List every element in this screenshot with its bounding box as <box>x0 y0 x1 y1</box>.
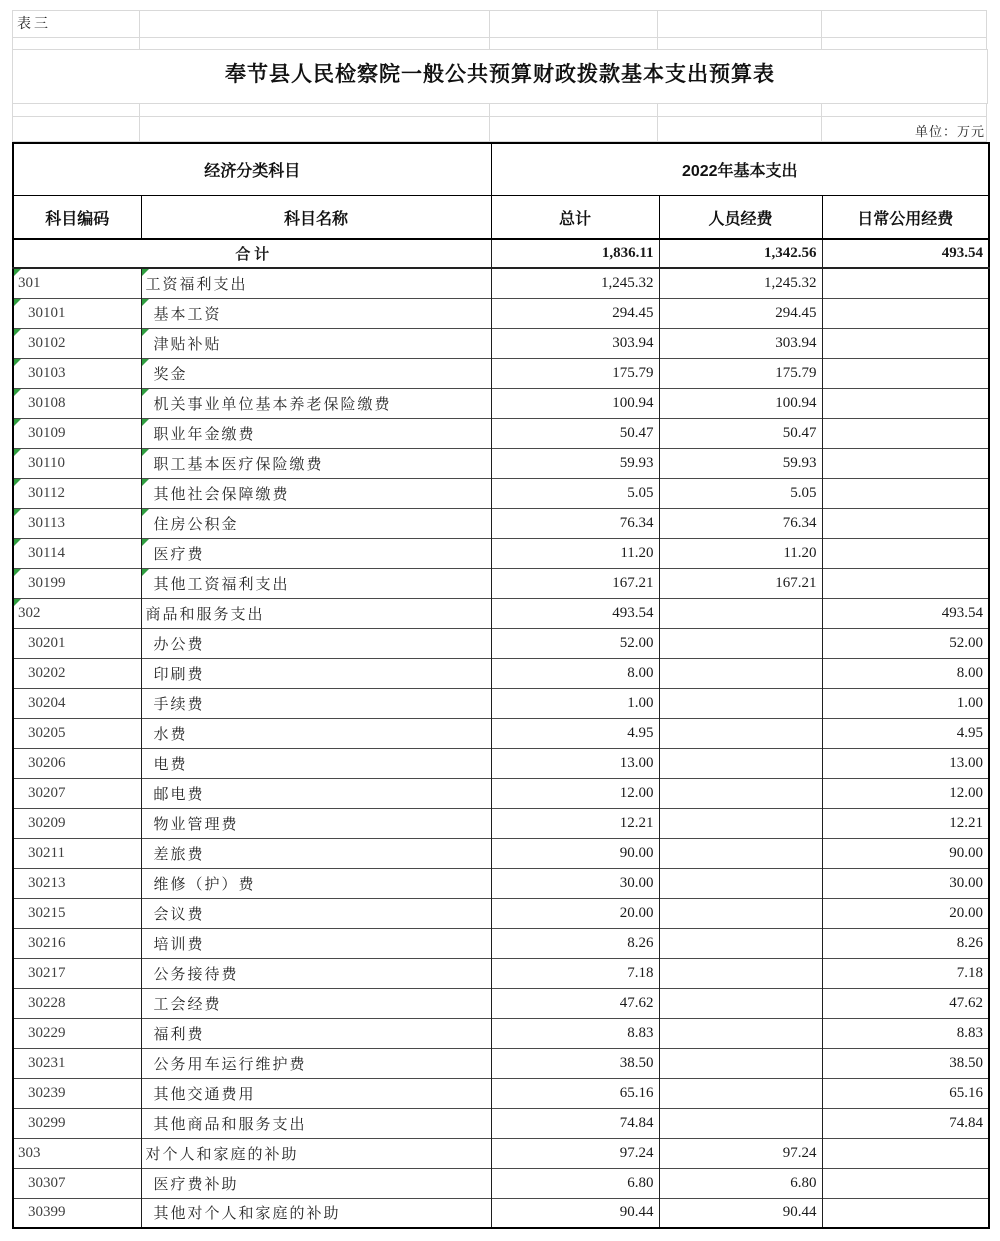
grid-cell <box>139 10 490 38</box>
cell-personnel-funds <box>659 928 822 958</box>
cell-daily-public-funds <box>822 1198 989 1228</box>
cell-total: 8.83 <box>491 1018 659 1048</box>
table-row <box>13 658 989 688</box>
cell-subject-code: 30229 <box>13 1018 141 1048</box>
table-row <box>13 628 989 658</box>
cell-personnel-funds: 100.94 <box>659 388 822 418</box>
cell-subject-code: 30211 <box>13 838 141 868</box>
cell-daily-public-funds: 7.18 <box>822 958 989 988</box>
cell-daily-public-funds <box>822 568 989 598</box>
cell-total: 50.47 <box>491 418 659 448</box>
cell-daily-public-funds: 13.00 <box>822 748 989 778</box>
cell-subject-code: 30209 <box>13 808 141 838</box>
cell-subject-code: 30207 <box>13 778 141 808</box>
table-row <box>13 418 989 448</box>
table-row <box>13 358 989 388</box>
grid-row <box>12 10 988 38</box>
cell-subject-name: 商品和服务支出 <box>141 598 491 628</box>
cell-total: 493.54 <box>491 598 659 628</box>
cell-subject-name: 住房公积金 <box>141 508 491 538</box>
cell-personnel-funds: 50.47 <box>659 418 822 448</box>
col-header-daily-public-funds: 日常公用经费 <box>822 196 989 240</box>
table-row <box>13 568 989 598</box>
cell-personnel-funds: 90.44 <box>659 1198 822 1228</box>
cell-personnel-funds: 167.21 <box>659 568 822 598</box>
cell-subject-code: 30215 <box>13 898 141 928</box>
cell-total: 294.45 <box>491 298 659 328</box>
cell-daily-public-funds <box>822 1138 989 1168</box>
cell-daily-public-funds <box>822 478 989 508</box>
cell-daily-public-funds: 8.83 <box>822 1018 989 1048</box>
cell-total: 8.00 <box>491 658 659 688</box>
cell-total: 8.26 <box>491 928 659 958</box>
cell-subject-name: 物业管理费 <box>141 808 491 838</box>
cell-personnel-funds <box>659 898 822 928</box>
cell-daily-public-funds: 65.16 <box>822 1078 989 1108</box>
table-row <box>13 928 989 958</box>
cell-total: 76.34 <box>491 508 659 538</box>
table-header <box>13 143 989 239</box>
cell-subject-name: 福利费 <box>141 1018 491 1048</box>
cell-subject-name: 邮电费 <box>141 778 491 808</box>
cell-subject-name: 其他对个人和家庭的补助 <box>141 1198 491 1228</box>
cell-subject-name: 印刷费 <box>141 658 491 688</box>
cell-personnel-funds <box>659 1108 822 1138</box>
cell-daily-public-funds: 30.00 <box>822 868 989 898</box>
cell-subject-name: 机关事业单位基本养老保险缴费 <box>141 388 491 418</box>
table-row <box>13 958 989 988</box>
cell-personnel-funds <box>659 748 822 778</box>
cell-total: 175.79 <box>491 358 659 388</box>
cell-total: 65.16 <box>491 1078 659 1108</box>
cell-subject-code: 30216 <box>13 928 141 958</box>
table-row <box>13 1138 989 1168</box>
cell-daily-public-funds <box>822 358 989 388</box>
table-row <box>13 508 989 538</box>
cell-subject-code: 30205 <box>13 718 141 748</box>
cell-subject-name: 水费 <box>141 718 491 748</box>
header-economic-classification: 经济分类科目 <box>13 143 491 196</box>
cell-daily-public-funds: 8.26 <box>822 928 989 958</box>
cell-total: 47.62 <box>491 988 659 1018</box>
grand-total-personnel: 1,342.56 <box>659 239 822 268</box>
budget-table <box>12 142 990 1229</box>
cell-total: 12.21 <box>491 808 659 838</box>
cell-personnel-funds <box>659 988 822 1018</box>
cell-personnel-funds: 175.79 <box>659 358 822 388</box>
grand-total-label: 合 计 <box>13 239 491 268</box>
cell-total: 7.18 <box>491 958 659 988</box>
cell-total: 303.94 <box>491 328 659 358</box>
cell-personnel-funds <box>659 688 822 718</box>
cell-subject-name: 办公费 <box>141 628 491 658</box>
header-group-row <box>13 143 989 196</box>
grid-cell <box>489 116 658 142</box>
table-row <box>13 898 989 928</box>
cell-personnel-funds: 1,245.32 <box>659 268 822 298</box>
cell-daily-public-funds: 493.54 <box>822 598 989 628</box>
table-row <box>13 718 989 748</box>
grid-cell <box>821 10 987 38</box>
cell-subject-code: 30239 <box>13 1078 141 1108</box>
cell-subject-name: 对个人和家庭的补助 <box>141 1138 491 1168</box>
cell-subject-name: 会议费 <box>141 898 491 928</box>
cell-subject-name: 基本工资 <box>141 298 491 328</box>
table-row <box>13 388 989 418</box>
cell-personnel-funds <box>659 598 822 628</box>
table-row <box>13 1078 989 1108</box>
col-header-personnel-funds: 人员经费 <box>659 196 822 240</box>
cell-subject-name: 奖金 <box>141 358 491 388</box>
cell-daily-public-funds: 20.00 <box>822 898 989 928</box>
cell-personnel-funds <box>659 778 822 808</box>
cell-subject-code: 30213 <box>13 868 141 898</box>
cell-total: 11.20 <box>491 538 659 568</box>
table-row <box>13 538 989 568</box>
unit-note: 单位：万元 <box>914 124 985 139</box>
cell-personnel-funds <box>659 628 822 658</box>
grid-cell <box>821 103 987 117</box>
cell-total: 90.44 <box>491 1198 659 1228</box>
cell-subject-name: 医疗费补助 <box>141 1168 491 1198</box>
cell-daily-public-funds: 47.62 <box>822 988 989 1018</box>
cell-daily-public-funds <box>822 388 989 418</box>
cell-subject-name: 职业年金缴费 <box>141 418 491 448</box>
cell-subject-code: 303 <box>13 1138 141 1168</box>
cell-subject-code: 30228 <box>13 988 141 1018</box>
cell-daily-public-funds <box>822 328 989 358</box>
cell-personnel-funds <box>659 1048 822 1078</box>
cell-daily-public-funds: 90.00 <box>822 838 989 868</box>
grid-cell <box>657 10 822 38</box>
grid-cell <box>12 103 140 117</box>
cell-subject-name: 差旅费 <box>141 838 491 868</box>
grid-cell <box>657 103 822 117</box>
cell-personnel-funds <box>659 658 822 688</box>
cell-total: 52.00 <box>491 628 659 658</box>
cell-total: 6.80 <box>491 1168 659 1198</box>
cell-subject-code: 30114 <box>13 538 141 568</box>
table-row <box>13 478 989 508</box>
cell-personnel-funds <box>659 868 822 898</box>
cell-daily-public-funds: 38.50 <box>822 1048 989 1078</box>
cell-daily-public-funds <box>822 538 989 568</box>
cell-subject-code: 30206 <box>13 748 141 778</box>
cell-personnel-funds <box>659 718 822 748</box>
cell-subject-name: 电费 <box>141 748 491 778</box>
table-row <box>13 1198 989 1228</box>
cell-subject-name: 其他工资福利支出 <box>141 568 491 598</box>
cell-personnel-funds <box>659 808 822 838</box>
page-title: 奉节县人民检察院一般公共预算财政拨款基本支出预算表 <box>225 62 775 86</box>
header-2022-basic-expenditure: 2022年基本支出 <box>491 143 989 196</box>
col-header-subject-code: 科目编码 <box>13 196 141 240</box>
cell-total: 30.00 <box>491 868 659 898</box>
table-row <box>13 688 989 718</box>
cell-daily-public-funds: 52.00 <box>822 628 989 658</box>
cell-personnel-funds <box>659 1018 822 1048</box>
cell-personnel-funds: 76.34 <box>659 508 822 538</box>
cell-subject-code: 30102 <box>13 328 141 358</box>
table-row <box>13 1108 989 1138</box>
cell-total: 1.00 <box>491 688 659 718</box>
table-row <box>13 1048 989 1078</box>
cell-subject-name: 医疗费 <box>141 538 491 568</box>
cell-daily-public-funds: 4.95 <box>822 718 989 748</box>
cell-personnel-funds: 5.05 <box>659 478 822 508</box>
table-row <box>13 988 989 1018</box>
cell-daily-public-funds: 12.00 <box>822 778 989 808</box>
grid-cell <box>139 116 490 142</box>
table-row <box>13 328 989 358</box>
cell-total: 90.00 <box>491 838 659 868</box>
cell-total: 4.95 <box>491 718 659 748</box>
table-row <box>13 748 989 778</box>
cell-daily-public-funds <box>822 1168 989 1198</box>
cell-personnel-funds: 303.94 <box>659 328 822 358</box>
cell-subject-name: 维修（护）费 <box>141 868 491 898</box>
cell-personnel-funds: 6.80 <box>659 1168 822 1198</box>
grid-cell <box>489 103 658 117</box>
grand-total-daily: 493.54 <box>822 239 989 268</box>
cell-total: 167.21 <box>491 568 659 598</box>
cell-total: 1,245.32 <box>491 268 659 298</box>
cell-subject-name: 工会经费 <box>141 988 491 1018</box>
cell-subject-name: 培训费 <box>141 928 491 958</box>
cell-daily-public-funds <box>822 448 989 478</box>
cell-subject-name: 工资福利支出 <box>141 268 491 298</box>
grid-cell <box>657 116 822 142</box>
cell-daily-public-funds: 12.21 <box>822 808 989 838</box>
grid-row <box>12 103 988 117</box>
cell-subject-name: 其他商品和服务支出 <box>141 1108 491 1138</box>
grand-total-row <box>13 239 989 268</box>
cell-daily-public-funds <box>822 268 989 298</box>
cell-personnel-funds: 59.93 <box>659 448 822 478</box>
cell-daily-public-funds: 8.00 <box>822 658 989 688</box>
cell-subject-code: 30109 <box>13 418 141 448</box>
cell-subject-code: 30399 <box>13 1198 141 1228</box>
cell-total: 59.93 <box>491 448 659 478</box>
cell-total: 100.94 <box>491 388 659 418</box>
cell-personnel-funds <box>659 958 822 988</box>
grid-cell <box>139 103 490 117</box>
table-row <box>13 808 989 838</box>
cell-subject-code: 30202 <box>13 658 141 688</box>
cell-subject-code: 30103 <box>13 358 141 388</box>
cell-subject-name: 公务用车运行维护费 <box>141 1048 491 1078</box>
cell-subject-code: 30113 <box>13 508 141 538</box>
cell-daily-public-funds <box>822 418 989 448</box>
cell-daily-public-funds <box>822 298 989 328</box>
cell-subject-name: 其他交通费用 <box>141 1078 491 1108</box>
cell-subject-code: 30101 <box>13 298 141 328</box>
cell-subject-code: 301 <box>13 268 141 298</box>
cell-total: 20.00 <box>491 898 659 928</box>
cell-subject-code: 30201 <box>13 628 141 658</box>
table-row <box>13 1168 989 1198</box>
cell-personnel-funds: 294.45 <box>659 298 822 328</box>
table-row <box>13 268 989 298</box>
table-row <box>13 298 989 328</box>
grid-cell <box>489 10 658 38</box>
grid-row <box>12 116 988 142</box>
cell-total: 38.50 <box>491 1048 659 1078</box>
cell-subject-code: 30299 <box>13 1108 141 1138</box>
cell-subject-code: 302 <box>13 598 141 628</box>
cell-daily-public-funds: 74.84 <box>822 1108 989 1138</box>
cell-subject-name: 津贴补贴 <box>141 328 491 358</box>
cell-total: 97.24 <box>491 1138 659 1168</box>
cell-personnel-funds <box>659 1078 822 1108</box>
table-row <box>13 1018 989 1048</box>
cell-subject-name: 职工基本医疗保险缴费 <box>141 448 491 478</box>
table-row <box>13 598 989 628</box>
cell-subject-code: 30110 <box>13 448 141 478</box>
header-columns-row <box>13 196 989 240</box>
cell-subject-name: 其他社会保障缴费 <box>141 478 491 508</box>
table-row <box>13 448 989 478</box>
cell-subject-code: 30108 <box>13 388 141 418</box>
grand-total-total: 1,836.11 <box>491 239 659 268</box>
cell-subject-code: 30199 <box>13 568 141 598</box>
cell-subject-name: 公务接待费 <box>141 958 491 988</box>
cell-daily-public-funds <box>822 508 989 538</box>
cell-total: 5.05 <box>491 478 659 508</box>
cell-total: 74.84 <box>491 1108 659 1138</box>
cell-subject-code: 30112 <box>13 478 141 508</box>
cell-personnel-funds <box>659 838 822 868</box>
cell-total: 13.00 <box>491 748 659 778</box>
cell-total: 12.00 <box>491 778 659 808</box>
cell-subject-code: 30204 <box>13 688 141 718</box>
col-header-total: 总计 <box>491 196 659 240</box>
cell-subject-name: 手续费 <box>141 688 491 718</box>
table-body <box>13 239 989 1228</box>
cell-subject-code: 30231 <box>13 1048 141 1078</box>
cell-subject-code: 30217 <box>13 958 141 988</box>
table-row <box>13 778 989 808</box>
cell-personnel-funds: 11.20 <box>659 538 822 568</box>
cell-subject-code: 30307 <box>13 1168 141 1198</box>
grid-cell <box>12 116 140 142</box>
col-header-subject-name: 科目名称 <box>141 196 491 240</box>
corner-label: 表三 <box>17 17 51 32</box>
cell-daily-public-funds: 1.00 <box>822 688 989 718</box>
table-row <box>13 838 989 868</box>
cell-personnel-funds: 97.24 <box>659 1138 822 1168</box>
table-row <box>13 868 989 898</box>
